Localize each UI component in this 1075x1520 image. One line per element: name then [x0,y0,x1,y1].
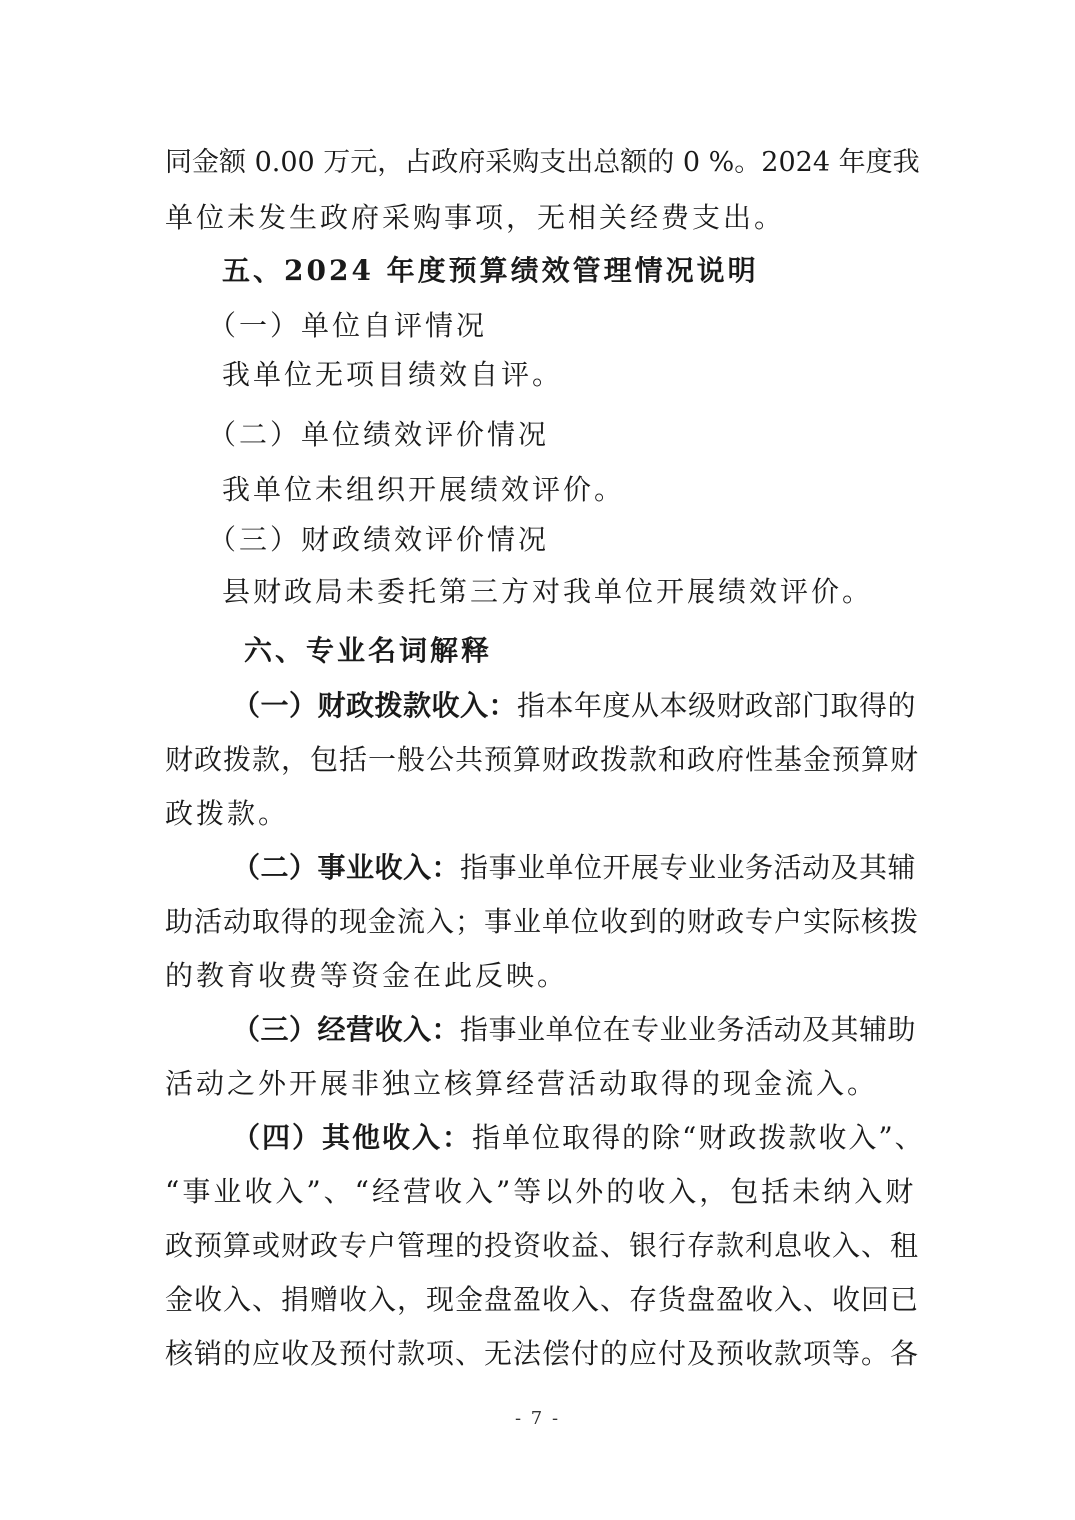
body-line: 同金额 0.00 万元，占政府采购支出总额的 0 %。2024 年度我 [165,147,920,178]
definition-paragraph [232,688,916,724]
section-heading: 六、专业名词解释 [244,634,493,667]
definition-paragraph [232,850,916,886]
body-line: 政预算或财政专户管理的投资收益、银行存款利息收入、租 [165,1229,920,1262]
definition-text: 指单位取得的除“财政拨款收入”、 [472,1121,925,1154]
subsection-heading: （三）财政绩效评价情况 [208,523,550,556]
body-line: 我单位未组织开展绩效评价。 [222,473,626,506]
definition-text: 指事业单位在专业业务活动及其辅助 [460,1013,917,1046]
definition-paragraph [232,1012,916,1048]
definition-term: （三）经营收入： [232,1013,461,1046]
definition-term: （四）其他收入： [232,1121,473,1154]
body-line: 助活动取得的现金流入；事业单位收到的财政专户实际核拨 [165,905,920,938]
body-line: 县财政局未委托第三方对我单位开展绩效评价。 [222,575,874,608]
section-heading: 五、2024 年度预算绩效管理情况说明 [222,254,759,287]
body-line: 单位未发生政府采购事项，无相关经费支出。 [165,201,786,234]
page-number: - 7 - [514,1408,561,1429]
body-line: 我单位无项目绩效自评。 [222,358,564,391]
body-line: 的教育收费等资金在此反映。 [165,959,569,992]
definition-text: 指本年度从本级财政部门取得的 [517,689,917,722]
body-line: 活动之外开展非独立核算经营活动取得的现金流入。 [165,1067,879,1100]
definition-term: （一）财政拨款收入： [232,689,518,722]
subsection-heading: （一）单位自评情况 [208,309,488,342]
definition-term: （二）事业收入： [232,851,461,884]
definition-text: 指事业单位开展专业业务活动及其辅 [460,851,917,884]
body-line: “事业收入”、“经营收入”等以外的收入，包括未纳入财 [165,1175,917,1208]
definition-paragraph [232,1120,925,1156]
body-line: 财政拨款，包括一般公共预算财政拨款和政府性基金预算财 [165,743,920,776]
subsection-heading: （二）单位绩效评价情况 [208,418,550,451]
body-line: 核销的应收及预付款项、无法偿付的应付及预收款项等。各 [165,1337,920,1370]
body-line: 金收入、捐赠收入，现金盘盈收入、存货盘盈收入、收回已 [165,1283,920,1316]
body-line: 政拨款。 [165,797,290,830]
